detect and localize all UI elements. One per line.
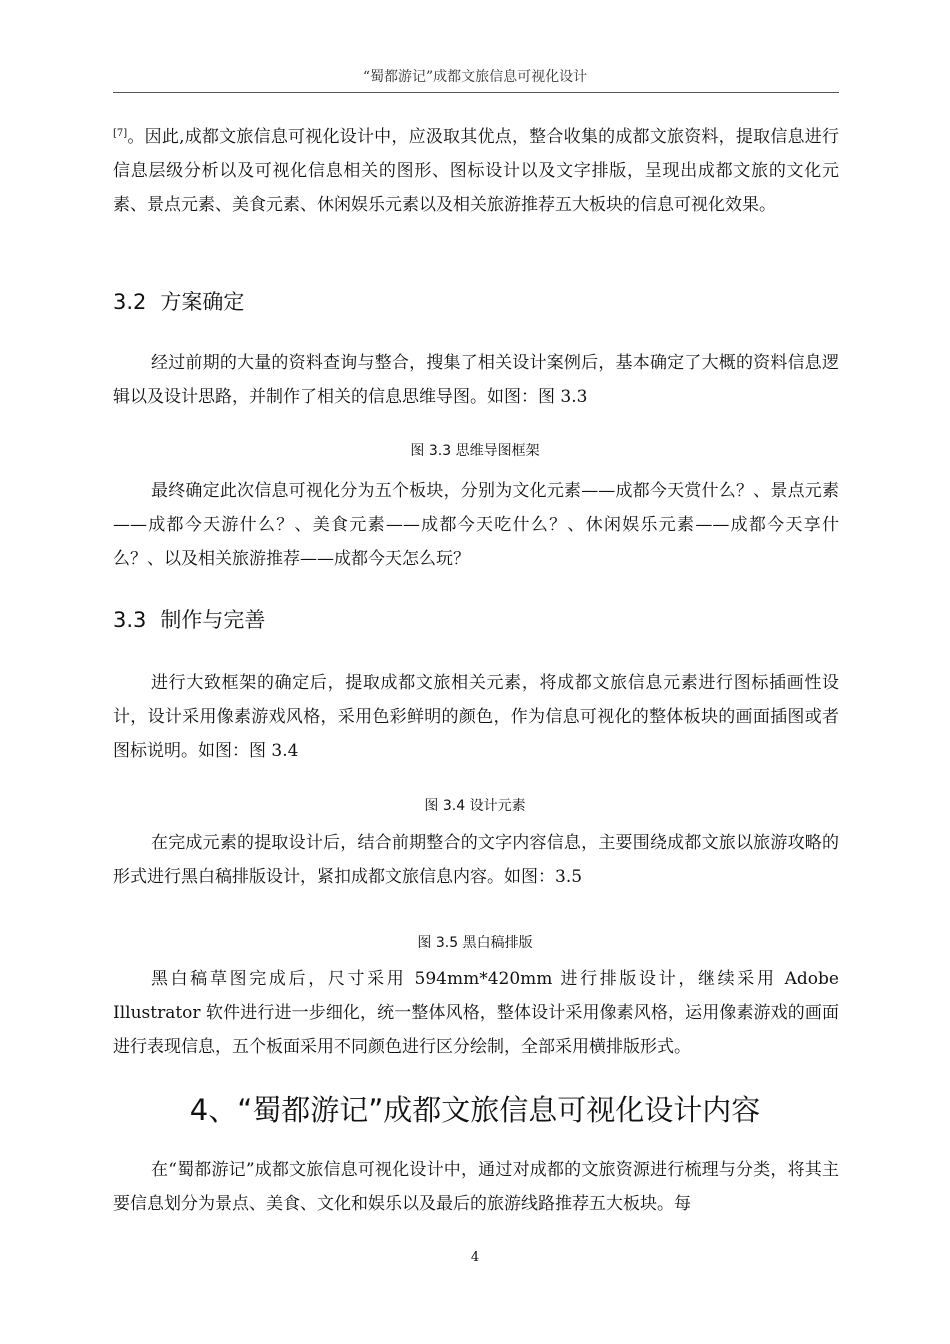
- citation-marker: [7]: [113, 128, 128, 139]
- chapter-heading-4: 4、“蜀都游记”成都文旅信息可视化设计内容: [189, 1093, 761, 1127]
- figure-caption-3-3: 图 3.3 思维导图框架: [410, 443, 540, 459]
- paragraph-five-sections: 最终确定此次信息可视化分为五个板块，分别为文化元素——成都今天赏什么？、景点元素——成都今天游什么？、美食元素——成都今天吃什么？、休闲娱乐元素——成都今天享什么？、以及相关旅游推荐——成都今天怎么玩？: [113, 481, 839, 569]
- header-rule: [113, 92, 839, 93]
- paragraph-chapter4-intro: 在“蜀都游记”成都文旅信息可视化设计中，通过对成都的文旅资源进行梳理与分类，将其主要信息划分为景点、美食、文化和娱乐以及最后的旅游线路推荐五大板块。每: [113, 1160, 839, 1214]
- section-title: 方案确定: [160, 290, 245, 314]
- section-number: 3.2: [113, 290, 147, 314]
- paragraph-refinement: 黑白稿草图完成后，尺寸采用 594mm*420mm 进行排版设计，继续采用 Adobe Illustrator 软件进行进一步细化，统一整体风格，整体设计采用像素风格，运用像素游戏的画面进行表现信息，五个板面采用不同颜色进行区分绘制，全部采用横排版形式。: [113, 969, 839, 1057]
- running-header: “蜀都游记”成都文旅信息可视化设计: [362, 69, 588, 85]
- figure-caption-3-4: 图 3.4 设计元素: [424, 798, 526, 814]
- paragraph-intro: [113, 117, 839, 222]
- page-number: 4: [470, 1250, 480, 1265]
- paragraph-elements: 进行大致框架的确定后，提取成都文旅相关元素，将成都文旅信息元素进行图标插画性设计，设计采用像素游戏风格，采用色彩鲜明的颜色，作为信息可视化的整体板块的画面插图或者图标说明。如图：图 3.4: [113, 673, 839, 761]
- section-heading-3-3: [113, 604, 265, 634]
- section-heading-3-2: [113, 286, 244, 316]
- paragraph-plan: 经过前期的大量的资料查询与整合，搜集了相关设计案例后，基本确定了大概的资料信息逻辑以及设计思路，并制作了相关的信息思维导图。如图：图 3.3: [113, 353, 839, 407]
- section-number: 3.3: [113, 608, 147, 632]
- paragraph-layout: 在完成元素的提取设计后，结合前期整合的文字内容信息，主要围绕成都文旅以旅游攻略的形式进行黑白稿排版设计，紧扣成都文旅信息内容。如图：3.5: [113, 833, 839, 887]
- section-title: 制作与完善: [160, 608, 266, 632]
- figure-caption-3-5: 图 3.5 黑白稿排版: [417, 935, 533, 951]
- paragraph-intro-text: 。因此,成都文旅信息可视化设计中，应汲取其优点，整合收集的成都文旅资料，提取信息进行信息层级分析以及可视化信息相关的图形、图标设计以及文字排版，呈现出成都文旅的文化元素、景点元素、美食元素、休闲娱乐元素以及相关旅游推荐五大板块的信息可视化效果。: [113, 127, 839, 215]
